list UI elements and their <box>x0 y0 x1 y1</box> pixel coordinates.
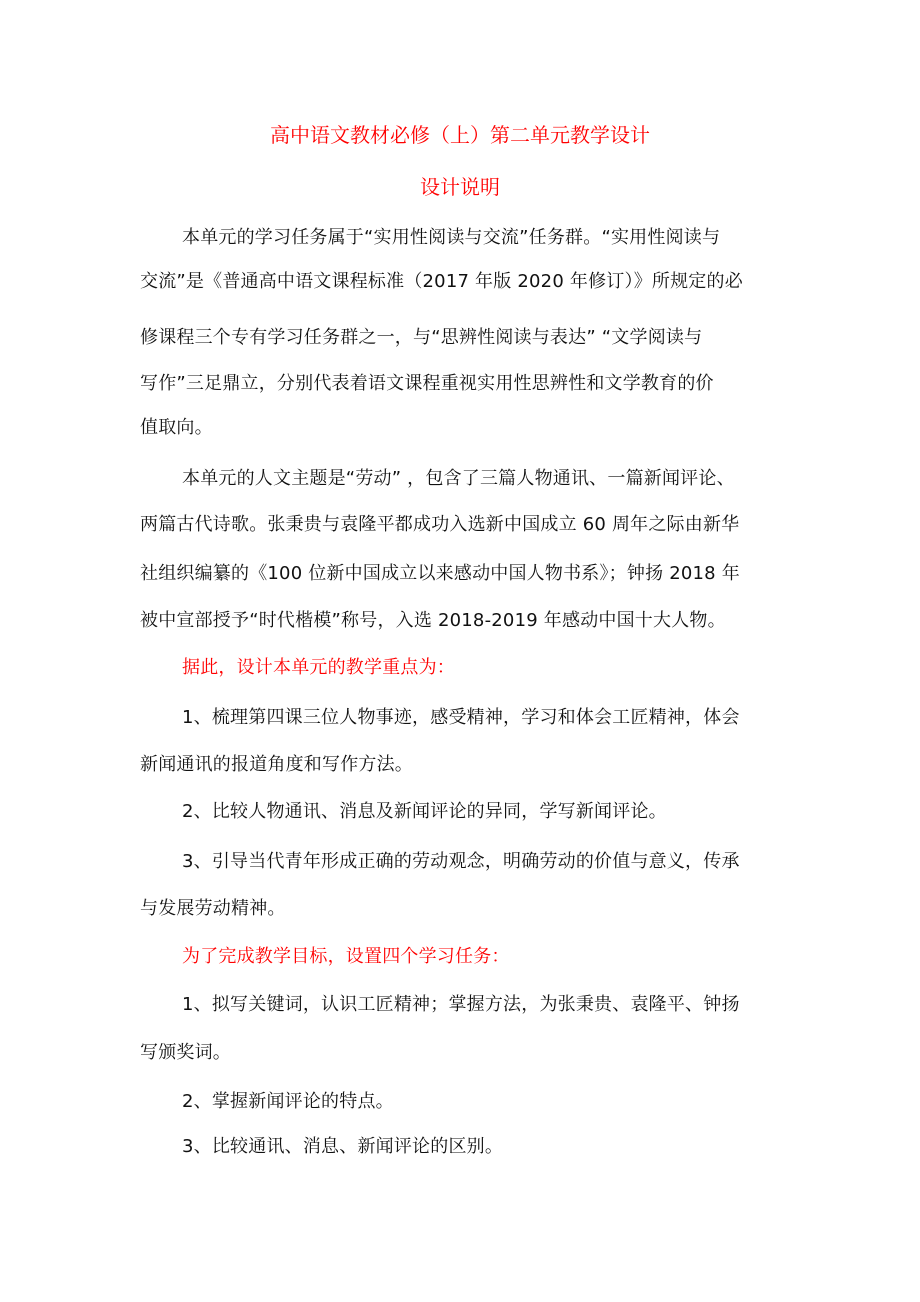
paragraph-line: 修课程三个专有学习任务群之一，与“思辨性阅读与表达” “文学阅读与 <box>140 327 703 348</box>
paragraph-line: 两篇古代诗歌。张秉贵与袁隆平都成功入选新中国成立 60 周年之际由新华 <box>140 514 740 535</box>
focus-item-continuation: 新闻通讯的报道角度和写作方法。 <box>140 754 413 775</box>
paragraph-line: 社组织编纂的《100 位新中国成立以来感动中国人物书系》；钟扬 2018 年 <box>140 563 740 584</box>
task-item: 3、比较通讯、消息、新闻评论的区别。 <box>182 1136 504 1157</box>
tasks-heading: 为了完成教学目标，设置四个学习任务： <box>182 946 510 967</box>
focus-item-continuation: 与发展劳动精神。 <box>140 898 286 919</box>
paragraph-line: 本单元的人文主题是“劳动” ，包含了三篇人物通讯、一篇新闻评论、 <box>182 468 735 489</box>
section-heading-design-notes: 设计说明 <box>420 175 500 199</box>
paragraph-line: 交流”是《普通高中语文课程标准（2017 年版 2020 年修订）》所规定的必 <box>140 271 743 292</box>
paragraph-line: 被中宣部授予“时代楷模”称号，入选 2018-2019 年感动中国十大人物。 <box>140 610 726 631</box>
paragraph-line: 本单元的学习任务属于“实用性阅读与交流”任务群。“实用性阅读与 <box>182 227 721 248</box>
document-title: 高中语文教材必修（上）第二单元教学设计 <box>270 123 650 147</box>
focus-item: 1、梳理第四课三位人物事迹，感受精神，学习和体会工匠精神，体会 <box>182 707 740 728</box>
task-item: 1、拟写关键词，认识工匠精神；掌握方法，为张秉贵、袁隆平、钟扬 <box>182 994 740 1015</box>
focus-heading: 据此，设计本单元的教学重点为： <box>182 657 455 678</box>
paragraph-line: 写作”三足鼎立，分别代表着语文课程重视实用性思辨性和文学教育的价 <box>140 373 714 394</box>
focus-item: 2、比较人物通讯、消息及新闻评论的异同，学写新闻评论。 <box>182 801 667 822</box>
paragraph-line: 值取向。 <box>140 417 213 438</box>
task-item: 2、掌握新闻评论的特点。 <box>182 1091 394 1112</box>
task-item-continuation: 写颁奖词。 <box>140 1042 231 1063</box>
focus-item: 3、引导当代青年形成正确的劳动观念，明确劳动的价值与意义，传承 <box>182 851 740 872</box>
